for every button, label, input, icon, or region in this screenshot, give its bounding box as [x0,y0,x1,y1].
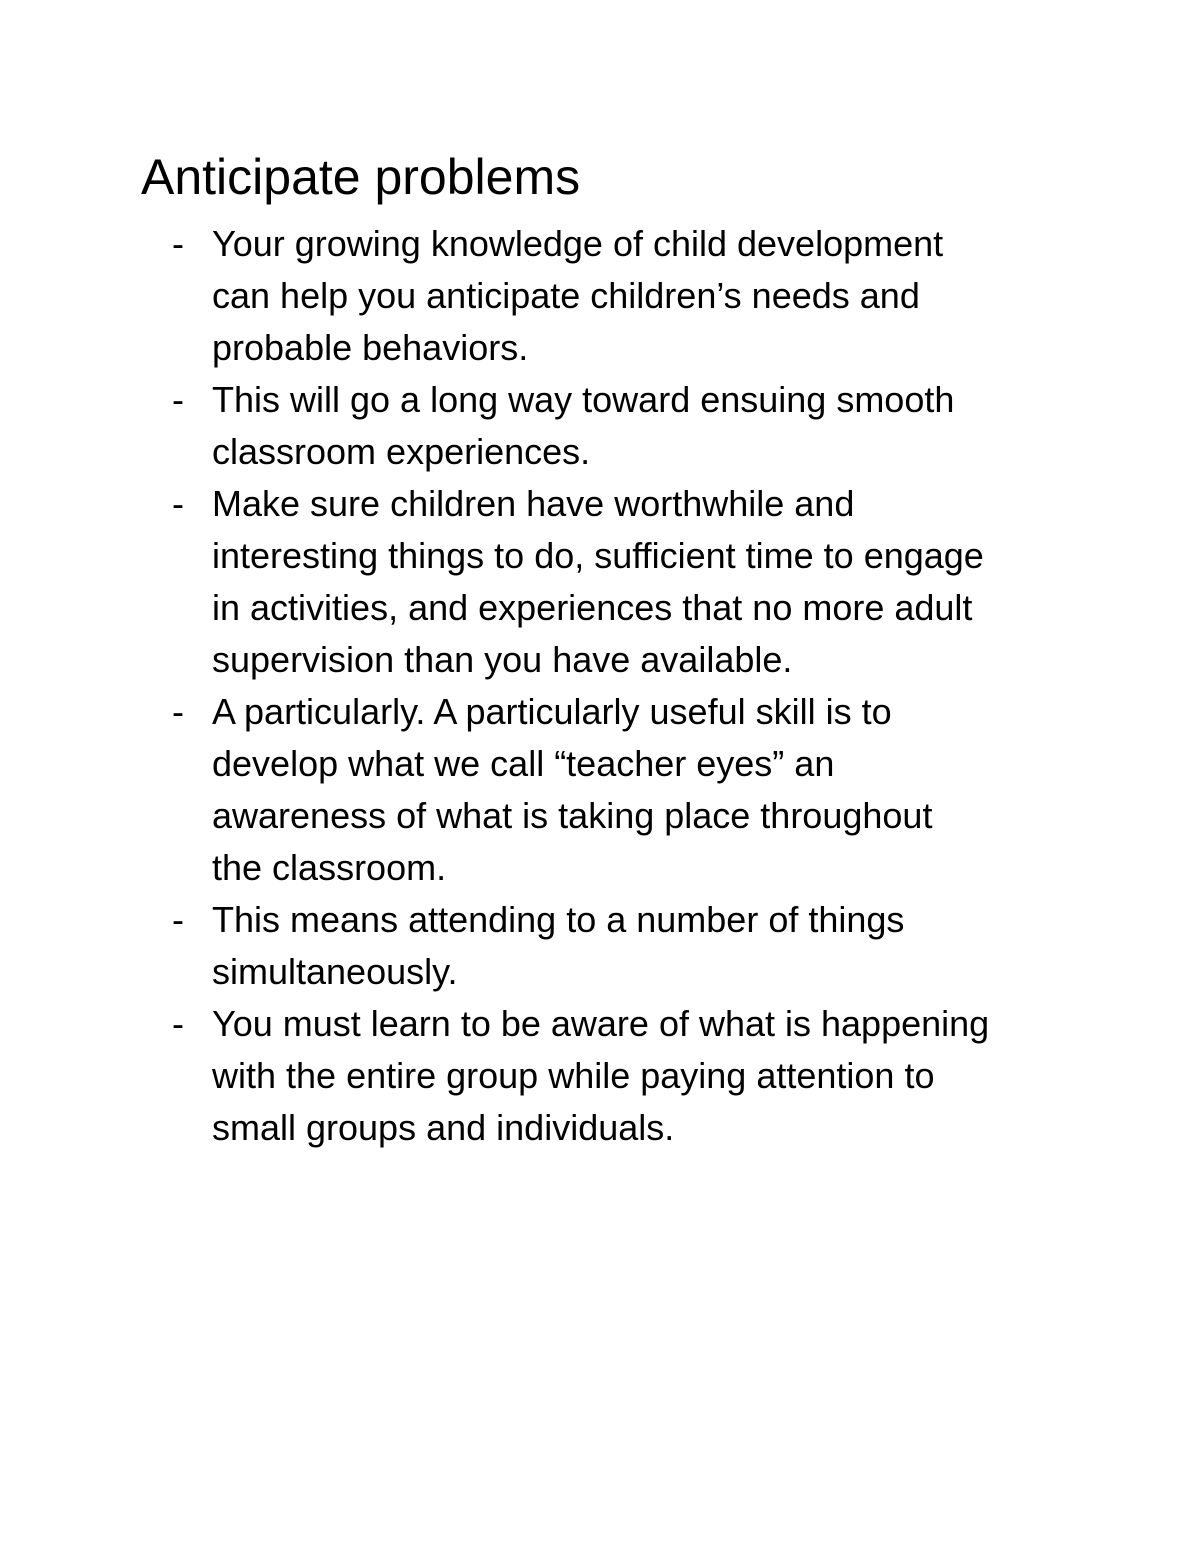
list-item-line: with the entire group while paying attention to [212,1055,935,1096]
list-item-line: A particularly. A particularly useful skill is to [212,691,892,732]
list-item [172,686,1072,894]
list-item-line: Make sure children have worthwhile and [212,483,855,524]
page-title: Anticipate problems [141,149,581,205]
list-item-line: classroom experiences. [212,431,591,472]
bullet-list [172,218,1072,1154]
list-item [172,894,1072,998]
dash-bullet: - [172,899,184,940]
dash-bullet: - [172,1003,184,1044]
list-item-line: simultaneously. [212,951,458,992]
list-item [172,218,1072,374]
list-item-line: interesting things to do, sufficient time to engage [212,535,984,576]
list-item-line: Your growing knowledge of child development [212,223,944,264]
list-item-line: supervision than you have available. [212,639,793,680]
list-item-line: probable behaviors. [212,327,529,368]
list-item [172,478,1072,686]
list-item [172,998,1072,1154]
dash-bullet: - [172,483,184,524]
dash-bullet: - [172,691,184,732]
dash-bullet: - [172,379,184,420]
list-item-line: in activities, and experiences that no more adult [212,587,973,628]
list-item-line: You must learn to be aware of what is happening [212,1003,990,1044]
list-item-line: awareness of what is taking place throughout [212,795,933,836]
list-item-line: This will go a long way toward ensuing smooth [212,379,955,420]
dash-bullet: - [172,223,184,264]
list-item-line: develop what we call “teacher eyes” an [212,743,835,784]
list-item-line: This means attending to a number of things [212,899,905,940]
list-item-line: small groups and individuals. [212,1107,675,1148]
list-item-line: can help you anticipate children’s needs and [212,275,920,316]
list-item [172,374,1072,478]
list-item-line: the classroom. [212,847,447,888]
